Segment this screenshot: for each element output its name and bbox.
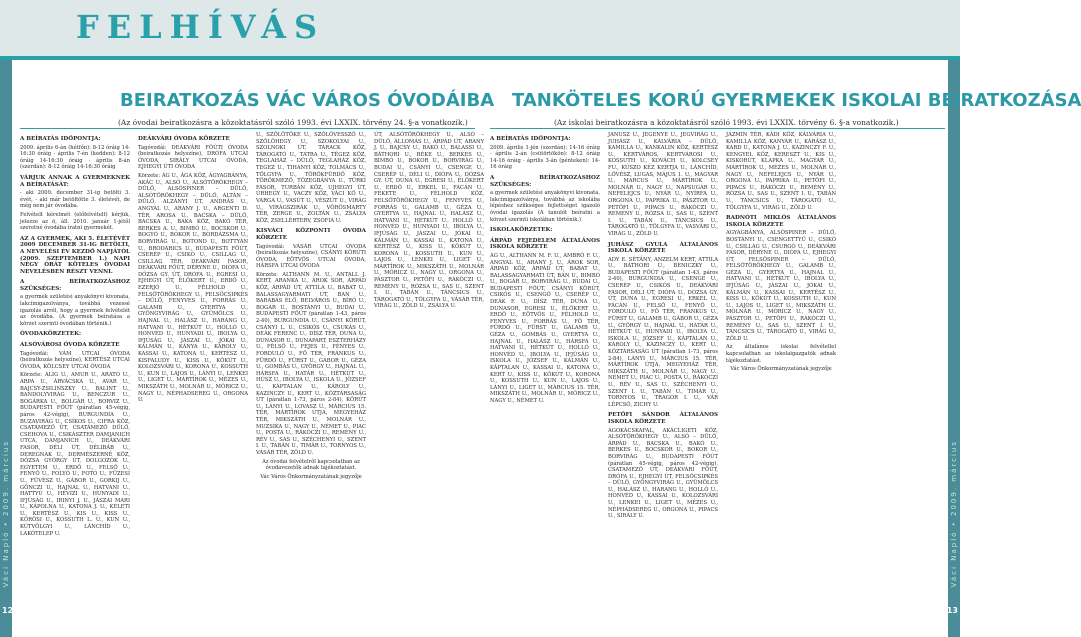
section-heading: A BEÍRATKOZÁSHOZ SZÜKSÉGES: [20,279,130,292]
paragraph: - aki 2009. december 31-ig betölti 3. évét, - aki már betöltötte 3. életévét, de még nem jár óvodába. [20,190,130,210]
right-page-subheading: (Az iskolai beiratkozásra a közoktatásról szóló 1993. évi LXXIX. törvény 6. §-a vonatkozik.) [554,118,899,127]
paragraph: 2009. április 6-án (hétfőn): 8-12 óráig 14-16:30 óráig · április 7-én (kedden): 8-12 óráig 14-16:30 óráig · április 8-án (szerdán): 8-12 óráig 14-16:30 óráig [20,144,130,171]
section-heading: JUHÁSZ GYULA ÁLTALÁNOS ISKOLA KÖRZETE [608,241,718,255]
right-margin-text: Váci Napló • 2009. március [950,440,958,588]
section-heading: KISVÁCI KÖZPONTI ÓVODA KÖRZETE [256,228,366,241]
section-heading: A BEÍRATÁS IDŐPONTJA: [490,136,571,142]
masthead-title: FELHÍVÁS [76,8,326,46]
right-page-number: 13 [946,606,958,615]
section-heading: DEÁKVÁRI ÓVODA KÖRZETE [138,136,230,142]
paragraph: a gyermek születési anyakönyvi kivonata, lakcímigazolványa, továbbá vezessé igazolás arról, hogy a gyermek felvételét az óvodába. (A gyermek beíratása a körzet szerinti óvodában történik.) [20,294,130,327]
section-heading: ALSÓVÁROSI ÓVODA KÖRZETE [20,342,120,349]
section-heading: A BEÍRATÁS IDŐPONTJA: [20,136,101,142]
section-heading: VÁRJUK ANNAK A GYERMEKNEK A BEÍRATÁSÁT: [20,174,130,188]
right-page-rule [490,128,945,129]
left-page-rule [20,128,475,129]
paragraph: Tagóvodái: DEÁKVÁRI FŐÚTI ÓVODA (beiratkozás helyszíne), DRÓFA UTCAI ÓVODA, SIRÁLY UTCAI ÓVODA, EJHEGYI ÚTI ÓVODA [138,144,248,171]
paragraph: a gyermek születési anyakönyvi kivonata, lakcímigazolványa, továbbá az iskolába lépéshez szükséges fejlettséget igazoló óvodai igazolás (A tanulót beíratni a körzet szerinti iskolában történik.) [490,190,600,223]
paragraph: JÁZMIN TÉR, KÁDI KÖZ, KÁLVÁRIA U., KAMILLA KÖZ, KANYAR U., KÁRÁSZ U., KARD U., KATONA J. U., KAZINCZY F. U., KENGYEL KÖZ, KERESZT U., KIS U., KISKORÚT, KLAPKA U., MAGYAR U., MÁRTÍROK U., MÉZES U., MOLNÁR U., NAGY U., NEFELEJCS U., NYÁR U., ORGONA U., PAPRIKA U., PETŐFI U., PIPACS U., RÁKÓCZI U., REMÉNY U., RÓZSA U., SAS U., SZENT I. U., TABÁN U., TÁNCSICS U., TÁROGATÓ U., TÖLGYFA U., VIRÁG U., ZÖLD U. [726,132,836,211]
text-column [608,132,718,627]
text-column [20,132,130,627]
paragraph: U., SZŐLŐTŐKE U., SZŐLŐVESSZŐ U., SZŐLŐHEGY U., SZOKOLYAI U., SZOLNOKI ÚT, TARACK KÖZ, TÁROGATÓ U., TATRA U., TÉGEZ KÖZ, TEGLAHÁZ – DŰLŐ, TEGLAHÁZ KÖZ, TEGEZ U., TIHANYI KÖZ, TOLMÁCS U., TÖLGYFA U., TÖRÖKFÜRDŐ KÖZ, TÖRÖKMEZŐ, TŐZEGBÁNYA U., TÜRKI FASOR, TURBÁN KÖZ, UJHEGYI ÚT, ÚRHEGY U., VACZY KÖZ, VÁCI KŐ U., VARGA U., VASÚT U., VÉSZÚT U., VIRÁG U., VIRÁGSZIRÁK U., VÖRÖSMARTY TÉR, ZERGE U., ZOLTÁN U., ZSÁLYA KÖZ, ZSELLÉRTERV, ZSÓFIA U. [256,132,366,224]
right-page-heading: TANKÖTELES KORÚ GYERMEKEK ISKOLAI BEIRATKOZÁSA [512,90,1081,111]
left-margin-text: Váci Napló • 2009. március [2,440,10,588]
paragraph: Vác Város Önkormányzatának jegyzője [260,473,362,480]
masthead-band [0,0,960,57]
text-column [138,132,248,627]
right-page [480,60,1081,637]
paragraph: Körzete: ALIG U., AMUR U., ARATÓ U., ÁRPA U., ÁRVÁCSKA U., AVAR U., BAJCSY-ZSILINSZKY U., BALINT U., BANDOLYVIRÁG U., BENCZÚR U., BOGÁRKA U., BOLGÁR U., BORVIZ U., BUDAPESTI FŐÚT (páratlan 45-végig, páros 42-végig), BURGUNDIA U., BUZAVIRÁG U., CSÍKOS U., CIFRA KÖZ, CSATÁMEZŐ ÚT, CSATÁMEZŐ DŰLŐ, CSEHOVA U., CSIKÁSZTER DAMJANICH UTCA, DAMJANICH U., DEÁKVÁRI FASOR, DÉLI ÚT, DÉLIBÁB U., DEREGNAK U., DERMÉSZERNÉ KÖZ, DÓZSA GYÖRGY ÚT, DOLGOZÓK U., EGYETEM U., ERDŐ U., FELSŐ U., FENYŐ U., FOLYÓ U., FOTÓ U., FÜZESI U., FÜVÉSZ U., GÁBOR U., GORKIJ U., GÖNCZI U., HAJNAL U., HATVANI U., HATTYÚ U., HÉVIZI U., HUNYADI U., IFJÚSÁG U., IRINYI J. U., JÁSZAI MARI U., KÁPOLNA U., KATONA J. U., KELETI U., KERTÉSZ U., KIS U., KISS U., KŐRÖSI U., KOSSUTH L. U., KUN U., KÚTVÖLGYI U., LÁNCHÍD U., LAKÓTELEP U. [20,372,130,537]
left-page [0,60,495,637]
left-page-subheading: (Az óvodai beiratkozásra a közoktatásról szóló 1993. évi LXXIX. törvény 24. §-a vonatkozik.) [118,118,468,127]
left-page-columns [20,132,484,627]
paragraph: Vác Város Önkormányzatának jegyzője [730,366,832,373]
paragraph: 2009. április 1-jén (szerdán): 14-16 óráig · április 2-án (csütörtökön): 8-12 óráig 14-16 óráig · április 3-án (pénteken): 14-16 óráig [490,144,600,171]
paragraph: Tagóvodái: VÁSÁR UTCAI ÓVODA (beiratkozás helyszíne), CSÁNYI KÖRÚTI ÓVODA, EÖTVÖS UTCAI ÓVODA, HÁRSFA UTCAI ÓVODA [256,243,366,270]
paragraph: ÚT, ALSÓTÖRÖKHEGY U., ALSÓ – DŰLŐ, ÁLLOMÁS U., ÁRPÁD ÚT, ARANY J. U., BAJCSY U., BAKÓ U., BALASSI U., BÁTHORI U., BÉKE U., BERKES U., BIMBÓ U., BOKOR U., BORVIRÁG U., BUDAI U., CSÁNYI U., CSENGE U., CSERÉP U., DÉLI U., DIÓFA U., DÓZSA GY. ÚT, DUNA U., EGRESI U., ÉLŐKERT U., ERDŐ U., ERKEL U., FÁCÁN U., FEKETE U., FÉLHOLD KÖZ, FELSŐTÖRÖKHEGY U., FENYVES U., FORRÁS U., GALAMB U., GÉZA U., GYERTYA U., HAJNAL U., HALÁSZ U., HATVANI U., HÉTKÚT U., HOLLÓ U., HONVÉD U., HUNYADI U., IBOLYA U., IFJÚSÁG U., JÁSZAI U., JÓKAI U., KÁLMÁN U., KASSAI U., KATONA U., KERTÉSZ U., KISS U., KŐKÚT U., KORONA U., KOSSUTH U., KUN U., LAJOS U., LENKEI U., LIGET U., MÁRTÍROK U., MIKSZÁTH U., MOLNÁR U., MÓRICZ U., NAGY U., ORGONA U., PÁSZTOR U., PETŐFI U., RÁKÓCZI U., REMÉNY U., RÓZSA U., SAS U., SZENT I. U., TABÁN U., TÁNCSICS U., TÁROGATÓ U., TÖLGYFA U., VÁSÁR TÉR, VIRÁG U., ZÖLD U., ZSÁLYA U. [374,132,484,310]
text-column [374,132,484,627]
paragraph: Az általános iskolai felvétellel kapcsolatban az iskolaigazgatók adnak tájékoztatást. [726,344,836,364]
section-heading: RADNÓTI MIKLÓS ÁLTALÁNOS ISKOLA KÖRZETE [726,215,836,228]
section-heading: PETŐFI SÁNDOR ÁLTALÁNOS ISKOLA KÖRZETE [608,412,718,425]
paragraph: ADY E. SÉTÁNY, ANZELM KERT, ATTILA U., BÁTHORI U., BENICZKY U., BUDAPESTI FŐÚT (páratlan 1-43, páros 2-40), BURGUNDIA U., CSENGE U., CSERÉP U., CSIKÓS U., DEÁKVÁRI FASOR, DÉLI ÚT, DIÓFA U., DÓZSA GY. ÚT, DUNA U., EGRESI U., ERKEL U., FÁCÁN U., FELSŐ U., FENYŐ U., FORDULÓ U., FŐ TÉR, FRANKUS U., FÜRST U., GALAMB U., GÁBOR U., GÉZA U., GYÖRGY U., HAJNAL U., HATÁR U., HÉTKÚT U., HUNYADI U., IBOLYA U., ISKOLA U., JÓZSEF U., KÁPTALAN U., KÁROLY U., KAZINCZY U., KERT U., KÖZTÁRSASÁG ÚT (páratlan 1-73, páros 2-84), LÁNYI U., MÁRCIUS 15. TÉR, MÁRTÍROK ÚTJA, MEGYEHÁZ TÉR, MIKSZÁTH U., MOLNÁR U., NAGY U., NÉMET U., PIAC U., POSTA U., RÁKÓCZI U., RÉV U., SAS U., SZÉCHENYI U., SZENT I. U., TABÁN U., TIMÁR U., TORNYOS U., TRAGOR I. U., VÁR LÉPCSŐ, ZICHY U. [608,256,718,408]
paragraph: Felvételt kérelmét (előfelvételt) kérjük, jelezze az ö, áll. 2010. január 1-jétől szeretné óvodába íratni gyermekét. [20,211,130,232]
left-page-heading: BEIRATKOZÁS VÁC VÁROS ÓVODÁIBA [120,90,495,111]
paragraph: ÁG U., ALTHANN M. F. U., AMBRÓ F. U., ANGYAL U., ARANY J. U., ÁROK SOR, ÁRPÁD KÖZ, ÁRPÁD ÚT, BABAT U., BALASSAGYARMATI ÚT, BÁN U., BIMBÓ U., BOGÁR U., BORVIRÁG U., BUDAI U., BUDAPESTI FŐÚT, CSÁNYI KÖRÚT, CSIKÓS U., CSENGŐ U., CSERÉP U., DEÁK F. U., DÍSZ TÉR, DUNA U., DUNASOR, EGRESI U., ÉLŐKERT U., ERDŐ U., EÖTVÖS U., FÉLHOLD U., FENYVES U., FORRÁS U., FŐ TÉR, FÜRDŐ U., FÜRST U., GALAMB U., GÉZA U., GOMBÁS U., GYERTYA U., HAJNAL U., HALÁSZ U., HÁRSFA U., HATVANI U., HÉTKÚT U., HOLLÓ U., HONVÉD U., IBOLYA U., IFJÚSÁG U., ISKOLA U., JÓZSEF U., KÁLMÁN U., KÁPTALAN U., KASSAI U., KATONA U., KERT U., KISS U., KŐKÚT U., KORONA U., KOSSUTH U., KUN U., LAJOS U., LÁNYI U., LIGET U., MÁRCIUS 15. TÉR, MIKSZÁTH U., MOLNÁR U., MÓRICZ U., NAGY U., NÉMET U. [490,252,600,404]
text-column [256,132,366,627]
section-heading: ÓVODAKÖRZETEK: [20,331,82,338]
paragraph: ÁGOKÁCSKAFAL, AKÁCLIGETI KÖZ, ALSÓTÖRÖKHEGY U., ALSÓ – DŰLŐ, ÁRPÁD U., BACSKA U., BAKÓ U., BERKES U., BOCSKOR U., BOKOR U., BORVIRÁG U., BUDAPESTI FŐÚT (páratlan 45-végig, páros 42-végig), CSATAMEZŐ ÚT, DEÁKVÁRI FŐÚT, DRÓFA U., EJHEGYI ÚT, FELSŐCSIPKÉS – DŰLŐ, GYÖNGYVIRÁG U., GYÜMÖLCS U., HALÁSZ U., HARANG U., HOLLÓ U., HONVÉD U., KASSAI U., KOLOZSVÁRI U., LENKEI U., LIGET U., MÉZES U., NÉPHADSEREG U., ORGONA U., PIPACS U., SIRÁLY U. [608,427,718,520]
section-heading: A BEÍRATKOZÁSHOZ SZÜKSÉGES: [490,174,600,188]
section-heading: ISKOLAKÖRZETEK: [490,227,553,234]
paragraph: Tagóvodái: VÁM UTCAI ÓVODA (beiratkozás helyszíne), KERTÉSZ UTCAI ÓVODA, KÖLCSEY UTCAI ÓVODA [20,350,130,370]
paragraph: Körzete: ÁG U., ÁGA KÖZ, ÁGYAGBÁNYA, AKÁC U., ALSÓ U., ALSÓTÖRÖKHEGY – DŰLŐ, ALSÓSPINER – DŰLŐ, ALSÓTÖRÖKHEGY – DŰLŐ, ALTÁN – DŰLŐ, ALZÁNYI ÚT, ANDRÁS U., ANGYAL U., ARANY J. U., ARGENTI D. TÉR, AROSA U., BACSKA – DŰLŐ, BACSKA U., BAKA KÖZ, BAKÓ TÉR, BERKES A. U., BIMBÓ U., BOCSKOR U., BOGYÓ U., BOKOR U., BORDÁZSMA U., BORVIRÁG U., BOTOND U., BOTTYÁN U., BRODARICS U., BUDAPESTI FŐÚT, CSERÉP U., CSIKÓ U., CSILLAG U., CSILLAG TÉR, DEÁKVÁRI FASOR, DEÁKVÁRI FŐÚT, DÉRYNE U., DIÓFA U., DÓZSA GY. ÚT, DRÓFA U., EGRESI U., EJHEGYI ÚT, ÉLŐKERT U., ERDŐ U., EZERJÓ U., FÉLHOLD U., FELSŐTÖRÖKHEGY U., FELSŐCSIPKÉS – DŰLŐ, FENYVES U., FORRÁS U., GALAMB U., GYERTYA U., GYÖNGYVIRÁG U., GYÜMÖLCS U., HAJNAL U., HALÁSZ U., HARANG U., HATVANI U., HÉTKÚT U., HOLLÓ U., HONVÉD U., HUNYADI U., IBOLYA U., IFJÚSÁG U., JÁSZAI U., JÓKAI U., KÁLMÁN U., KÁNYA U., KÁROLY U., KASSAI U., KATONA U., KERTÉSZ U., KISFALUDY U., KISS U., KŐKÚT U., KOLOZSVÁRI U., KORONA U., KOSSUTH U., KUN U., LAJOS U., LÁNYI U., LENKEI U., LIGET U., MÁRTÍROK U., MÉZES U., MIKSZÁTH U., MOLNÁR U., MÓRICZ U., NAGY U., NÉPHADSEREG U., ORGONA U. [138,172,248,404]
text-column [726,132,836,627]
text-column [490,132,600,627]
section-heading: ÁRPÁD FEJEDELEM ÁLTALÁNOS ISKOLA KÖRZETE [490,237,600,251]
left-page-number: 12 [2,606,14,615]
section-heading: AZ A GYERMEK, AKI 5. ÉLETÉVÉT 2009 DECEMBER 31-IG BETÖLTI, A NEVELÉSI ÉV KEZDŐ NAPJÁTÓL (2009. SZEPTEMBER 1.) NAPI NÉGY ÓRÁT KÖTELES ÓVODAI NEVELÉSBEN RÉSZT VENNI. [20,235,130,275]
paragraph: JANUSZ U., JEGENYE U., JEGVIRÁG U., JUHÁSZ U., KÁLVÁRIA – DŰLŐ, KAMILLA U., KANKALIN KÖZ, KERTÉSZ U., KERTVÁROS, KERTVÁROSI U., KOSSUTH U., KOVÁCH U., KOLCSEY FU., KÚSZO KÉZ KERTJA U., LÁNCHÍD, LŐVÉSZ, LUGAS, MÁJUS 1. U., MAGYAR U., MARCUS U., MÁRTÍROK U., MOLNÁR U., NAGY U., NAPSUGÁR U., NEFELEJCS U., NYÁR U., NYÍRFA U., ORGONA U., PAPRIKA U., PÁSZTOR U., PETŐFI U., PIPACS U., RÁKÓCZI U., REMÉNY U., RÓZSA U., SAS U., SZENT I. U., TABÁN U., TÁNCSICS U., TÁROGATÓ U., TÖLGYFA U., VASVÁRI U., VIRÁG U., ZÖLD U. [608,132,718,237]
paragraph: AGYAGBÁNYA, ALSÓSPINER – DŰLŐ, BOSTÁNYI U., CSENGETTYŰ U., CSIKÓ U., CSILLAG U., CSURGÓ U., DEÁKVÁRI FASOR, DÉRYNE U., DIÓFA U., EJHEGYI ÚT, FELSŐSPINER – DŰLŐ, FELSŐTÖRÖKHEGY U., GALAMB U., GÉZA U., GYERTYA U., HAJNAL U., HATVANI U., HÉTKÚT U., IBOLYA U., IFJÚSÁG U., JÁSZAI U., JÓKAI U., KÁLMÁN U., KASSAI U., KERTÉSZ U., KISS U., KŐKÚT U., KOSSUTH U., KUN U., LAJOS U., LIGET U., MIKSZÁTH U., MOLNÁR U., MÓRICZ U., NAGY U., PÁSZTOR U., PETŐFI U., RÁKÓCZI U., REMÉNY U., SAS U., SZENT I. U., TÁNCSICS U., TÁROGATÓ U., VIRÁG U., ZÖLD U. [726,230,836,342]
paragraph: Az óvodai felvételről kapcsolatban az óvodavezetők adnak tájékoztatást. [262,458,360,472]
paragraph: Körzete: ALTHANN M. U., ANTALL J. KERT, ARANKA U., ÁROK SOR, ÁRPÁD KÖZ, ÁRPÁD ÚT, ATTILA U., BABAT U., BALASSAGYARMATI ÚT, BAN U., BARABÁS ÉLŐ, BELVÁROS U., BÍRÓ U., BOGÁR U., BOSTÁNYI U., BUDAI U., BUDAPESTI FŐÚT (páratlan 1-43, páros 2-40), BURGUNDIA U., CSÁNYI KÖRÚT, CSÁNYI L. U., CSIKÓS U., CSUKÁS U., DEÁK FERENC U., DÍSZ TÉR, DUNA U., DUNASOR U., DUNAPART, ESZTERHÁZY U., FÉLSŐ U., FEJES U., FÉNYES U., FORDULÓ U., FŐ TÉR, FRANKUS U., FÜRDŐ U., FÜRST U., GÁBOR U., GÉZA U., GOMBÁS U., GYÖRGY U., HAJNAL U., HÁRSFA U., HATÁR U., HÉTKÚT U., HÚSZ U., IBOLYA U., ISKOLA U., JÓZSEF U., KÁPTALAN U., KÁROLY U., KAZINCZY U., KERT U., KÖZTÁRSASÁG ÚT (páratlan 1-73, páros 2-84), KŐRÚT U., LÁNYI U., LOVASZ U., MÁRCIUS 15. TÉR, MÁRTÍROK ÚTJA, MEGYEHÁZ TÉR, MIKSZÁTH U., MOLNÁR U., MUZSIKA U., NAGY U., NÉMET U., PIAC U., POSTA U., RÁKÓCZI U., REMÉNY U., RÉV U., SAS U., SZÉCHENYI U., SZENT I. U., TABÁN U., TIMÁR U., TORNYOS U., VÁSÁR TÉR, ZÖLD U. [256,271,366,456]
right-page-columns [490,132,836,627]
